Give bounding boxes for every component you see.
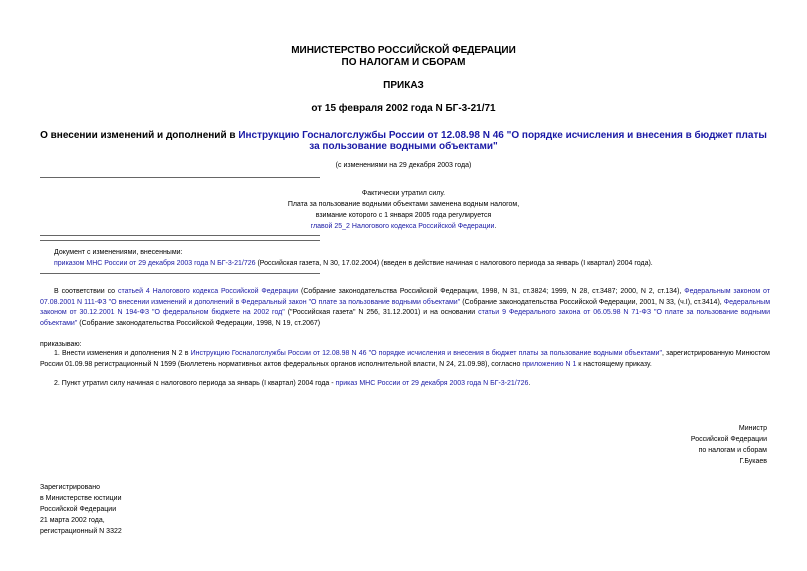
signature-block (560, 423, 767, 467)
edition-note: (с изменениями на 29 декабря 2003 года) (335, 162, 472, 169)
order-word: приказываю: (40, 341, 82, 348)
preamble-text: В соответствии со (54, 288, 118, 295)
registration-line: Зарегистрировано (40, 484, 100, 491)
instruction-46-link[interactable]: Инструкцию Госналогслужбы России от 12.08.98 N 46 "О порядке исчисления и внесения в бюджет платы за пользование водными объектами" (190, 350, 662, 357)
doc-type: ПРИКАЗ (383, 80, 424, 91)
ministry-line-1: МИНИСТЕРСТВО РОССИЙСКОЙ ФЕДЕРАЦИИ (291, 45, 516, 56)
tax-code-chapter-link[interactable]: главой 25_2 Налогового кодекса Российской Федерации (310, 223, 495, 230)
preamble-text: ("Российская газета" N 256, 31.12.2001) и на основании (284, 309, 479, 316)
signature-line: Министр (738, 425, 767, 432)
item-1-text: к настоящему приказу. (576, 360, 652, 368)
expiry-line-1: Фактически утратил силу. (361, 190, 446, 197)
title-instruction-link[interactable]: Инструкцию Госналогслужбы России от 12.08.98 N 46 "О порядке исчисления и внесения в бюджет платы за пользование водными объектами" (238, 130, 767, 152)
ministry-heading (0, 45, 807, 69)
divider (40, 240, 320, 241)
ministry-line-2: ПО НАЛОГАМ И СБОРАМ (341, 57, 466, 68)
registration-line: Российской Федерации (40, 506, 117, 513)
preamble-paragraph (40, 287, 770, 329)
registration-block (40, 482, 290, 537)
item-1-text: 1. Внести изменения и дополнения N 2 в (54, 350, 191, 357)
item-2-text: . (528, 380, 531, 387)
federal-law-194-fz-link[interactable]: Федеральным законом от 30.12.2001 N 194-ФЗ "О федеральном бюджете на 2002 год" (40, 298, 771, 316)
signature-line: Российской Федерации (690, 436, 767, 443)
appendix-1-link[interactable]: приложению N 1 (522, 360, 577, 368)
divider (40, 273, 320, 274)
expiry-line-3: взимание которого с 1 января 2005 года регулируется (315, 212, 492, 219)
order-item-1 (40, 349, 770, 370)
expiry-notice (0, 188, 807, 232)
preamble-text: (Собрание законодательства Российской Федерации, 1998, N 19, ст.2067) (77, 319, 321, 327)
changes-heading: Документ с изменениями, внесенными: (54, 249, 183, 256)
signature-line: по налогам и сборам (698, 447, 767, 454)
registration-date: 21 марта 2002 года, (40, 517, 105, 524)
signature-name: Г.Букаев (739, 458, 767, 465)
item-1-text: , зарегистрированную Минюстом России 01.09.98 регистрационный N 1599 (Бюллетень нормативных актов федеральных органов исполнительной власти, N 24, 21.09.98), согласно (40, 350, 770, 368)
expiry-end: . (494, 223, 497, 230)
mns-order-2003-link[interactable]: приказом МНС России от 29 декабря 2003 года N БГ-3-21/726 (54, 260, 256, 267)
title-prefix: О внесении изменений и дополнений в (40, 130, 239, 141)
changes-list-item (54, 258, 774, 269)
item-2-text: 2. Пункт утратил силу начиная с налогового периода за январь (I квартал) 2004 года - (54, 380, 336, 387)
document-title (40, 130, 767, 152)
preamble-text: (Собрание законодательства Российской Федерации, 1998, N 31, ст.3824; 1999, N 28, ст.3487; 2000, N 2, ст.134), (298, 288, 685, 295)
mns-order-2003-repeal-link[interactable]: приказ МНС России от 29 декабря 2003 года N БГ-3-21/726 (335, 380, 529, 387)
changes-details: (Российская газета, N 30, 17.02.2004) (введен в действие начиная с налогового периода за январь (I квартал) 2004 года). (255, 260, 653, 267)
tax-code-article-4-link[interactable]: статьей 4 Налогового кодекса Российской Федерации (117, 288, 299, 295)
expiry-line-4 (0, 221, 807, 232)
divider (40, 235, 320, 236)
expiry-line-2: Плата за пользование водными объектами заменена водным налогом, (287, 201, 520, 208)
registration-number: регистрационный N 3322 (40, 528, 122, 535)
federal-law-111-fz-link[interactable]: Федеральным законом от 07.08.2001 N 111-ФЗ "О внесении изменений и дополнений в Федеральный закон "О плате за пользование водными объектами" (40, 288, 770, 306)
divider (40, 177, 320, 178)
preamble-text: (Собрание законодательства Российской Федерации, 2001, N 33, (ч.I), ст.3414), (460, 298, 724, 306)
registration-line: в Министерстве юстиции (40, 495, 122, 502)
order-item-2 (40, 378, 770, 389)
federal-law-71-fz-link[interactable]: статьи 9 Федерального закона от 06.05.98 N 71-ФЗ "О плате за пользование водными объектами" (40, 309, 770, 327)
doc-date: от 15 февраля 2002 года N БГ-3-21/71 (311, 103, 496, 114)
